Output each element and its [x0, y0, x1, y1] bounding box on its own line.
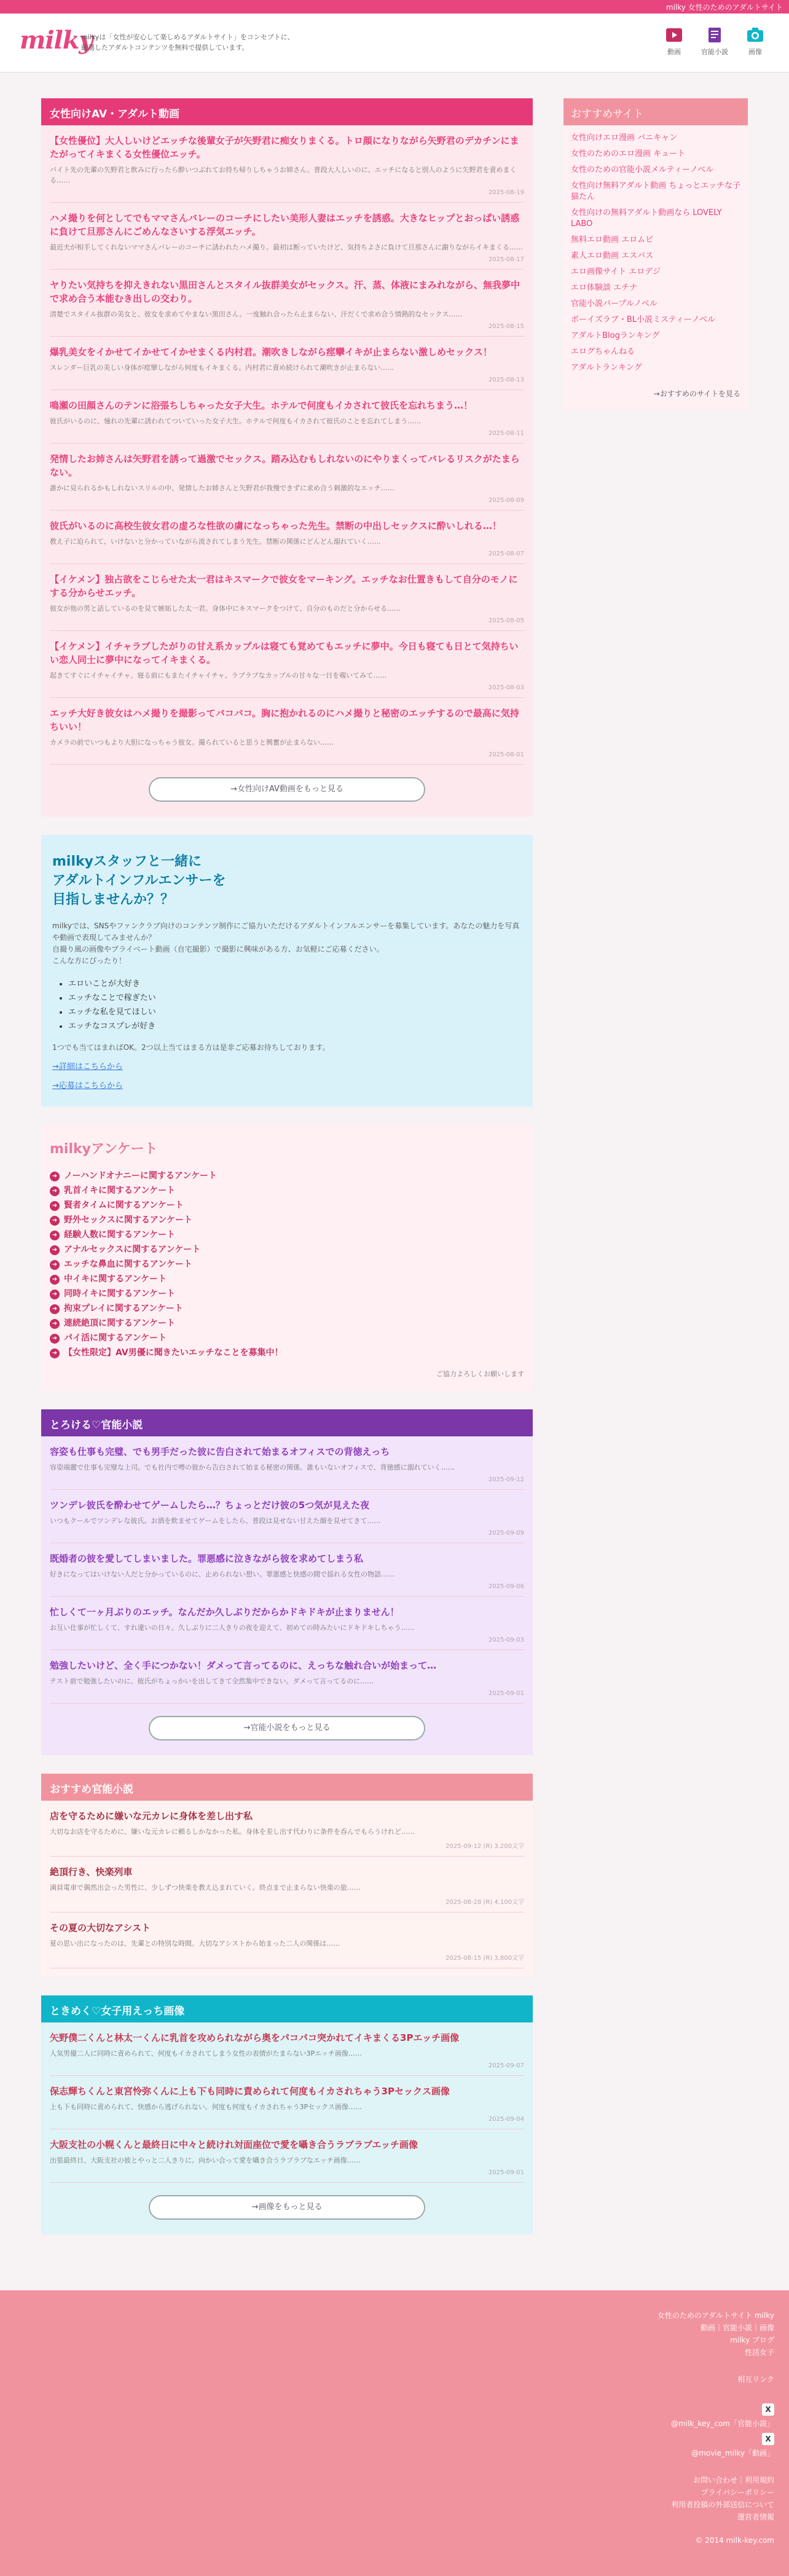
- article-excerpt: 出張最終日、大阪支社の彼とやっと二人きりに。向かい合って愛を囁き合うラブラブなエッチ画像……: [50, 2156, 361, 2164]
- survey-item[interactable]: ➜ アナルセックスに関するアンケート: [50, 1242, 524, 1257]
- recruit-title: [52, 852, 522, 909]
- nav-image[interactable]: [741, 27, 769, 57]
- sidebar-link[interactable]: 無料エロ動画 エロムビ: [571, 235, 654, 245]
- article-title[interactable]: ヤりたい気持ちを抑えきれない黒田さんとスタイル抜群美女がセックス。汗、蒸、体液にまみれながら、無我夢中で求め合う本能むき出しの交わり。: [50, 280, 520, 304]
- recommended-novel-article[interactable]: [50, 1801, 524, 1857]
- video-section: [41, 98, 533, 816]
- video-article[interactable]: [50, 125, 524, 203]
- sidebar-link[interactable]: エロ画像サイト エロデジ: [571, 267, 661, 276]
- footer-twitter-novels[interactable]: @milk_key_com「官能小説」: [671, 2419, 774, 2428]
- article-excerpt: テスト前で勉強したいのに、彼氏がちょっかいを出してきて全然集中できない。ダメって言ってるのに……: [50, 1677, 374, 1685]
- survey-section: [41, 1125, 533, 1391]
- x-icon[interactable]: X: [762, 2433, 774, 2445]
- survey-item[interactable]: ➜ 経験人数に関するアンケート: [50, 1227, 524, 1242]
- article-excerpt: いつもクールでツンデレな彼氏。お酒を飲ませてゲームをしたら、普段は見せない甘えた顔を見せてきて……: [50, 1517, 381, 1525]
- article-title[interactable]: 既婚者の彼を愛してしまいました。罪悪感に泣きながら彼を求めてしまう私: [50, 1553, 364, 1564]
- article-title[interactable]: 鳴瀬の田顔さんのテンに浴張ちしちゃった女子大生。ホテルで何度もイカされて彼氏を忘れちまう…！: [50, 400, 473, 411]
- recruit-list-item: • エッチなコスプレが好き: [68, 1019, 522, 1033]
- article-title[interactable]: 【イケメン】イチャラブしたがりの甘え系カップルは寝ても覚めてもエッチに夢中。今日も寝ても日とて気持ちいい恋人同士に夢中になってイキまくる。: [50, 641, 519, 665]
- video-article[interactable]: [50, 698, 524, 765]
- recruit-section: [41, 835, 533, 1106]
- article-title[interactable]: 店を守るために嫌いな元カレに身体を差し出す私: [50, 1811, 253, 1822]
- camera-icon: [747, 27, 764, 43]
- novel-article[interactable]: [50, 1490, 524, 1543]
- article-date: 2025-09-07: [488, 2062, 524, 2069]
- more-novels-button[interactable]: →官能小説をもっと見る: [149, 1716, 425, 1740]
- article-date: 2025-09-06: [488, 1583, 524, 1590]
- article-excerpt: 誰かに見られるかもしれないスリルの中、発情したお姉さんと矢野君が我慢できずに求め合う刺激的なエッチ……: [50, 484, 394, 492]
- footer-privacy-link[interactable]: プライバシーポリシー: [701, 2488, 774, 2497]
- recruit-text: [52, 920, 522, 967]
- image-list: [41, 2022, 533, 2234]
- video-article[interactable]: [50, 270, 524, 337]
- video-article[interactable]: [50, 337, 524, 390]
- recruit-list: [68, 977, 522, 1033]
- image-article[interactable]: [50, 2076, 524, 2129]
- article-date: 2025-08-05: [488, 617, 524, 624]
- sidebar: [563, 98, 748, 410]
- survey-footer: ご協力よろしくお願いします: [436, 1370, 524, 1378]
- article-excerpt: 人気男優二人に同時に責められて、何度もイカされてしまう女性の表情がたまらない3Pエッチ画像……: [50, 2049, 362, 2057]
- footer-nav[interactable]: 動画｜官能小説｜画像: [700, 2323, 774, 2332]
- recommended-novels-section: [41, 1774, 533, 1977]
- tagline-line-1: milkyは「女性が安心して楽しめるアダルトサイト」をコンセプトに、: [81, 33, 294, 41]
- article-excerpt: お互い仕事が忙しくて、すれ違いの日々。久しぶりに二人きりの夜を迎えて、初めての時みたいにドキドキしちゃう……: [50, 1624, 415, 1632]
- footer-operator-link[interactable]: 運営者情報: [737, 2513, 774, 2521]
- page-wrapper: [0, 72, 789, 2290]
- recruit-list-intro: こんな方にぴったり！: [52, 957, 127, 965]
- recommended-sites-box: [563, 98, 748, 410]
- article-title[interactable]: 忙しくて一ヶ月ぶりのエッチ。なんだか久しぶりだからかドキドキが止まりません！: [50, 1607, 399, 1618]
- article-date: 2025-09-12: [488, 1476, 524, 1483]
- recommended-sites-list: [563, 125, 748, 374]
- article-excerpt: 夏の思い出になったのは、先輩との特別な時間。大切なアシストから始まった二人の関係は……: [50, 1940, 340, 1948]
- survey-item[interactable]: ➜ 連続絶頂に関するアンケート: [50, 1316, 524, 1331]
- nav-novel[interactable]: [701, 27, 729, 57]
- nav-video-label: 動画: [667, 48, 681, 56]
- article-title[interactable]: 【イケメン】独占欲をこじらせた太一君はキスマークで彼女をマーキング。エッチなお仕置きもして自分のモノにする分からせエッチ。: [50, 574, 518, 598]
- article-title[interactable]: 爆乳美女をイかせてイかせてイかせまくる内村君。潮吹きしながら痙攣イキが止まらない激しめセックス！: [50, 346, 492, 358]
- footer-blog-link[interactable]: milky ブログ: [730, 2336, 774, 2344]
- footer-contact-link[interactable]: 性活女子: [744, 2348, 774, 2357]
- article-title[interactable]: 彼氏がいるのに高校生彼女君の虚ろな性欲の虜になっちゃった先生。禁断の中出しセックスに酔いしれる…！: [50, 520, 501, 531]
- image-section: [41, 1995, 533, 2234]
- recruit-details-link[interactable]: →詳細はこちらから: [52, 1062, 123, 1071]
- header-nav: [660, 27, 769, 57]
- novel-section-heading: とろける♡官能小説: [41, 1409, 533, 1436]
- recruit-title-line-2: アダルトインフルエンサーを: [52, 873, 226, 888]
- article-date: 2025-09-03: [488, 1637, 524, 1643]
- article-date: 2025-08-15 (R) 3,800文字: [446, 1955, 524, 1962]
- novel-article[interactable]: [50, 1543, 524, 1597]
- footer-twitter-videos[interactable]: @movie_milky「動画」: [691, 2449, 774, 2457]
- article-title[interactable]: 絶頂行き、快楽列車: [50, 1866, 133, 1877]
- more-sites-link[interactable]: →おすすめのサイトを見る: [653, 390, 740, 398]
- sidebar-link[interactable]: 女性向けエロ漫画 バニキャン: [571, 133, 678, 143]
- article-excerpt: 起きてすぐにイチャイチャ、寝る前にもまたイチャイチャ。ラブラブなカップルの甘々な一日を覗いてみて……: [50, 671, 387, 679]
- sidebar-link[interactable]: アダルトBlogランキング: [571, 331, 660, 340]
- footer-copyright: © 2014 milk-key.com: [695, 2536, 774, 2545]
- article-title[interactable]: ツンデレ彼氏を酔わせてゲームしたら…？ちょっとだけ彼の5つ気が見えた夜: [50, 1500, 370, 1511]
- article-excerpt: 最近夫が相手してくれないママさんバレーのコーチに誘われたハメ撮り。最初は断っていたけど、気持ちよさに負けて旦那さんに謝りながらイキまくる……: [50, 243, 523, 251]
- recommended-novels-list: [41, 1801, 533, 1977]
- site-header: [0, 14, 789, 72]
- sidebar-link[interactable]: アダルトランキング: [571, 363, 642, 372]
- article-date: 2025-08-09: [488, 497, 524, 504]
- article-title[interactable]: 矢野僕二くんと林太一くんに乳首を攻められながら奥をパコパコ突かれてイキまくる3Pエッチ画像: [50, 2032, 460, 2043]
- survey-item[interactable]: ➜ 乳首イキに関するアンケート: [50, 1183, 524, 1198]
- article-excerpt: 容姿端麗で仕事も完璧な上司。でも社内で噂の彼から告白されて始まる秘密の関係。誰もいないオフィスで、背徳感に溺れていく……: [50, 1463, 455, 1471]
- video-section-heading: 女性向けAV・アダルト動画: [41, 98, 533, 125]
- video-article[interactable]: [50, 444, 524, 511]
- recommended-novels-heading: おすすめ官能小説: [41, 1774, 533, 1801]
- video-article[interactable]: [50, 390, 524, 444]
- book-icon: [706, 27, 723, 43]
- article-date: 2025-08-17: [488, 256, 524, 263]
- sidebar-link[interactable]: エログちゃんねる: [571, 347, 635, 356]
- site-tagline: [81, 32, 294, 53]
- survey-title: milkyアンケート: [50, 1141, 158, 1157]
- article-title[interactable]: 保志輝ちくんと東宮怜弥くんに上も下も同時に責められて何度もイカされちゃう3Pセックス画像: [50, 2086, 450, 2097]
- article-date: 2025-09-01: [488, 1690, 524, 1697]
- video-article[interactable]: [50, 631, 524, 698]
- article-title[interactable]: 勉強したいけど、全く手につかない！ダメって言ってるのに、えっちな触れ合いが始まって…: [50, 1660, 437, 1671]
- video-article[interactable]: [50, 511, 524, 564]
- nav-novel-label: 官能小説: [701, 48, 728, 56]
- play-icon: [665, 27, 683, 43]
- article-title[interactable]: 発情したお姉さんは矢野君を誘って過激でセックス。踏み込むもしれないのにやりまくってバレるリスクがたまらない。: [50, 453, 520, 478]
- article-excerpt: スレンダー巨乳の美しい身体が痙攣しながら何度もイキまくる。内村君に責め続けられて潮吹きが止まらない……: [50, 364, 394, 372]
- recruit-text-2: 自撮り風の画像やプライベート動画（自宅撮影）で撮影に興味がある方、お気軽にご応募ください。: [52, 945, 384, 953]
- article-excerpt: 大切なお店を守るために、嫌いな元カレに頼るしかなかった私。身体を差し出す代わりに条件を呑んでもらうけれど……: [50, 1828, 415, 1836]
- footer-site-name[interactable]: 女性のためのアダルトサイト milky: [657, 2311, 774, 2320]
- sidebar-link[interactable]: エロ体験談 エチナ: [571, 283, 638, 292]
- article-excerpt: 上も下も同時に責められて、快感から逃げられない。何度も何度もイカされちゃう3Pセックス画像……: [50, 2103, 362, 2111]
- article-date: 2025-09-04: [488, 2116, 524, 2123]
- main-column: [41, 98, 533, 2253]
- recruit-title-line-1: milkyスタッフと一緒に: [52, 854, 202, 869]
- footer-inquiry-link[interactable]: お問い合わせ｜利用規約: [693, 2476, 774, 2484]
- article-title[interactable]: 【女性優位】大人しいけどエッチな後輩女子が矢野君に痴女りまくる。トロ顔になりながら矢野君のデカチンにまたがってイキまくる女性優位エッチ。: [50, 135, 519, 160]
- article-title[interactable]: エッチ大好き彼女はハメ撮りを撮影ってバコバコ。胸に抱かれるのにハメ撮りと秘密のエッチするので最高に気持ちいい！: [50, 708, 519, 732]
- survey-item[interactable]: ➜ 中イキに関するアンケート: [50, 1272, 524, 1286]
- video-article[interactable]: [50, 564, 524, 631]
- article-excerpt: 満員電車で偶然出会った男性に、少しずつ快楽を教え込まれていく。終点まで止まらない快楽の旅……: [50, 1884, 361, 1892]
- survey-item[interactable]: ➜ 野外セックスに関するアンケート: [50, 1213, 524, 1227]
- survey-item[interactable]: ➜ パイ活に関するアンケート: [50, 1331, 524, 1345]
- sidebar-link[interactable]: 女性向け無料アダルト動画 ちょっとエッチな子猫たん: [571, 181, 740, 202]
- article-excerpt: カメラの前でいつもより大胆になっちゃう彼女。撮られていると思うと興奮が止まらない……: [50, 738, 334, 746]
- tagline-line-2: 厳選したアダルトコンテンツを無料で提供しています。: [81, 44, 249, 52]
- site-footer: [0, 2290, 789, 2576]
- article-date: 2025-08-03: [488, 684, 524, 691]
- survey-item[interactable]: ➜ 【女性限定】AV男優に聞きたいエッチなことを募集中！: [50, 1345, 524, 1360]
- survey-item[interactable]: ➜ 同時イキに関するアンケート: [50, 1286, 524, 1301]
- nav-image-label: 画像: [748, 48, 762, 56]
- sidebar-link[interactable]: 素人エロ動画 エスパス: [571, 251, 654, 260]
- sidebar-link[interactable]: 女性のためのエロ漫画 キュート: [571, 149, 686, 159]
- novel-article[interactable]: [50, 1436, 524, 1490]
- article-date: 2025-08-01: [488, 751, 524, 758]
- article-excerpt: バイト先の先輩の矢野君と飲みに行ったら酔いつぶれてお持ち帰りしちゃうお姉さん。普段大人しいのに、エッチになると別人のように矢野君を責めまくる……: [50, 166, 517, 184]
- novel-section: [41, 1409, 533, 1755]
- sidebar-link[interactable]: 女性のための官能小説メルティーノベル: [571, 165, 714, 174]
- survey-item[interactable]: ➜ 賢者タイムに関するアンケート: [50, 1198, 524, 1213]
- more-videos-button[interactable]: →女性向けAV動画をもっと見る: [149, 777, 425, 802]
- image-section-heading: ときめく♡女子用えっち画像: [41, 1995, 533, 2022]
- article-date: 2025-08-28 (R) 4,100文字: [446, 1899, 524, 1906]
- article-date: 2025-09-12 (R) 3,200文字: [446, 1843, 524, 1850]
- image-article[interactable]: [50, 2129, 524, 2183]
- article-excerpt: 清楚でスタイル抜群の美女と、彼女を求めてやまない黒田さん。一度触れ合ったら止まらない、汗だくで求め合う情熱的なセックス……: [50, 310, 463, 318]
- video-article[interactable]: [50, 203, 524, 270]
- sidebar-link[interactable]: ボーイズラブ・BL小説ミスティーノベル: [571, 315, 715, 324]
- footer-mutual-links[interactable]: 相互リンク: [737, 2375, 774, 2384]
- sidebar-link[interactable]: 女性向けの無料アダルト動画なら LOVELY LABO: [571, 208, 722, 229]
- recruit-list-item: • エロいことが大好き: [68, 977, 522, 991]
- recruit-list-item: • エッチな私を見てほしい: [68, 1005, 522, 1019]
- sidebar-link[interactable]: 官能小説パープルノベル: [571, 299, 658, 308]
- article-date: 2025-09-01: [488, 2169, 524, 2176]
- site-logo[interactable]: milky: [20, 26, 93, 55]
- novel-article[interactable]: [50, 1650, 524, 1704]
- recruit-note: 1つでも当てはまればOK。2つ以上当てはまる方は是非ご応募お待ちしております。: [52, 1043, 330, 1052]
- recruit-list-item: • エッチなことで稼ぎたい: [68, 991, 522, 1005]
- survey-item[interactable]: ➜ エッチな鼻血に関するアンケート: [50, 1257, 524, 1272]
- recruit-apply-link[interactable]: →応募はこちらから: [52, 1081, 123, 1090]
- article-title[interactable]: 大阪支社の小幌くんと最終日に中々と続けれ対面座位で愛を囁き合うラブラブエッチ画像: [50, 2139, 418, 2150]
- image-article[interactable]: [50, 2022, 524, 2076]
- article-title[interactable]: 容姿も仕事も完璧、でも男手だった彼に告白されて始まるオフィスでの背徳えっち: [50, 1446, 390, 1457]
- survey-item[interactable]: ➜ ノーハンドオナニーに関するアンケート: [50, 1169, 524, 1183]
- article-excerpt: 彼女が他の男と話しているのを見て嫉妬した太一君。身体中にキスマークをつけて、自分のものだと分からせる……: [50, 605, 401, 613]
- recommended-sites-heading: おすすめサイト: [563, 98, 748, 125]
- article-title[interactable]: その夏の大切なアシスト: [50, 1922, 151, 1933]
- video-list: [41, 125, 533, 816]
- article-date: 2025-08-15: [488, 323, 524, 330]
- nav-video[interactable]: [660, 27, 688, 57]
- novel-article[interactable]: [50, 1597, 524, 1650]
- survey-item[interactable]: ➜ 拘束プレイに関するアンケート: [50, 1301, 524, 1316]
- footer-policy-link[interactable]: 利用者投稿の外部送信について: [671, 2500, 774, 2509]
- top-bar: milky 女性のためのアダルトサイト: [0, 0, 789, 14]
- x-icon[interactable]: X: [762, 2403, 774, 2416]
- article-date: 2025-08-07: [488, 550, 524, 557]
- article-date: 2025-08-11: [488, 430, 524, 437]
- recommended-novel-article[interactable]: [50, 1857, 524, 1912]
- novel-list: [41, 1436, 533, 1755]
- article-excerpt: 好きになってはいけない人だと分かっているのに、止められない想い。罪悪感と快感の間で揺れる女性の物語……: [50, 1570, 394, 1578]
- article-date: 2025-08-13: [488, 377, 524, 383]
- article-date: 2025-08-19: [488, 189, 524, 196]
- article-excerpt: 教え子に迫られて、いけないと分かっていながら流されてしまう先生。禁断の関係にどんどん溺れていく……: [50, 538, 381, 546]
- article-title[interactable]: ハメ撮りを何としてでもママさんバレーのコーチにしたい美形人妻はエッチを誘惑。大きなヒップとおっぱい誘惑に負けて旦那さんにごめんなさいする浮気エッチ。: [50, 213, 520, 237]
- recruit-text-1: milkyでは、SNSやファンクラブ向けのコンテンツ制作にご協力いただけるアダルトインフルエンサーを募集しています。あなたの魅力を写真や動画で表現してみませんか？: [52, 922, 520, 942]
- recommended-novel-article[interactable]: [50, 1912, 524, 1968]
- more-images-button[interactable]: →画像をもっと見る: [149, 2195, 425, 2220]
- recruit-title-line-3: 目指しませんか？？: [52, 892, 175, 907]
- article-date: 2025-09-09: [488, 1530, 524, 1537]
- article-excerpt: 彼氏がいるのに、憧れの先輩に誘われてついていった女子大生。ホテルで何度もイカされて彼氏のことを忘れてしまう……: [50, 417, 422, 425]
